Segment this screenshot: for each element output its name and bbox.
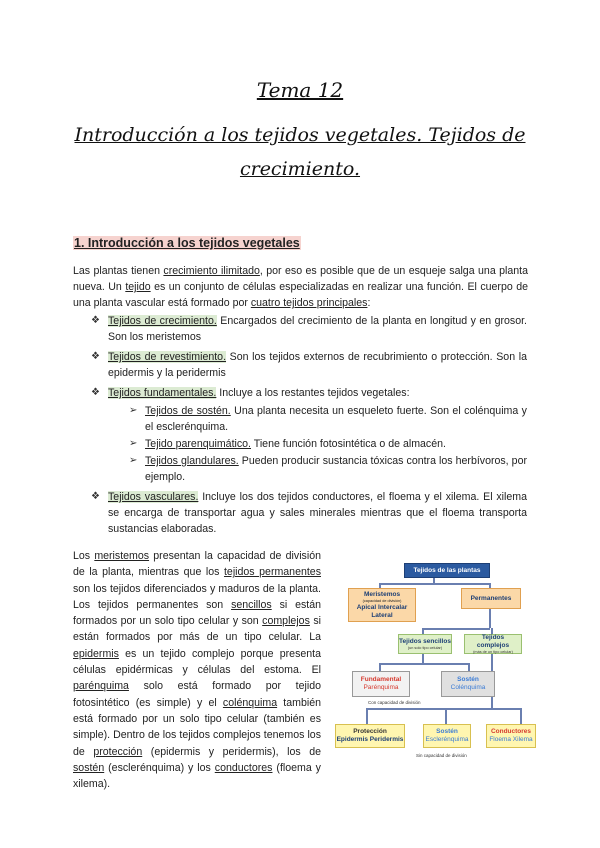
permanentes-node	[461, 588, 521, 609]
definition: Son los tejidos externos de recubrimiento o protección. Son la epidermis y la peridermis	[108, 351, 527, 379]
definition: Incluye a los restantes tejidos vegetales:	[216, 387, 410, 399]
connector	[379, 663, 381, 671]
node-sub: (más de un tipo celular)	[473, 649, 513, 654]
doc-title: Tema 12	[256, 78, 344, 102]
keyword: meristemos	[94, 550, 150, 562]
keyword: tejidos permanentes	[223, 566, 321, 579]
tissue-diagram	[334, 555, 534, 765]
list-item	[91, 385, 527, 401]
keyword: crecimiento ilimitado	[163, 265, 260, 277]
text-run: Las plantas tienen	[73, 265, 164, 277]
connector	[520, 708, 522, 724]
list-item	[91, 489, 527, 537]
text-run: , por eso es posible que de un esqueje salga una planta nueva. Un	[73, 265, 529, 293]
list-item	[91, 349, 527, 381]
subtitle-line-1: Introducción a los tejidos vegetales. Tejidos de	[74, 124, 526, 146]
diamond-bullet-icon: ❖	[91, 315, 100, 326]
caption: Sin capacidad de división	[416, 753, 467, 758]
term: Tejidos de crecimiento.	[108, 315, 217, 327]
subtitle-line-2: crecimiento.	[239, 158, 361, 180]
definition: Pueden producir sustancia tóxicas contra los herbívoros, por ejemplo.	[145, 455, 527, 483]
keyword: colénquima	[222, 696, 278, 709]
definition: Tiene función fotosintética o de almacén.	[251, 438, 446, 450]
connector	[445, 708, 447, 724]
node-label: Meristemos	[363, 590, 401, 598]
sencillos-node	[398, 634, 452, 654]
definition: Encargados del crecimiento de la planta en longitud y en grosor. Son los meristemos	[108, 315, 527, 343]
keyword: protección	[93, 745, 143, 758]
text-run: también está formado por un solo tipo celular (también es simple). Dentro de los tejidos complejos tenemos los de	[73, 696, 321, 758]
term: Tejidos fundamentales.	[108, 387, 217, 399]
keyword: cuatro tejidos principales	[250, 297, 368, 309]
proteccion-node	[335, 724, 405, 748]
term: Tejidos vasculares.	[108, 491, 199, 503]
keyword: complejos	[262, 615, 310, 628]
node-sub: (un solo tipo celular)	[407, 645, 443, 650]
connector	[379, 583, 489, 585]
node-label: Sostén	[436, 728, 458, 735]
node-sub: Epidermis Peridermis	[336, 736, 404, 743]
node-label: Fundamental	[360, 676, 402, 683]
conductores-node	[486, 724, 536, 748]
term: Tejido parenquimático.	[145, 438, 251, 450]
node-label: Protección	[353, 728, 387, 735]
term: Tejidos de revestimiento.	[108, 351, 227, 363]
text-run: :	[367, 297, 371, 309]
root-node	[404, 563, 490, 578]
connector	[422, 653, 424, 663]
keyword: tejido	[125, 281, 151, 293]
text-run: son los tejidos diferenciados y maduros de la planta. Los tejidos permanentes son	[73, 582, 321, 611]
node-sub: (capacidad de división)	[362, 598, 402, 603]
meristemos-paragraph	[73, 548, 321, 792]
diamond-bullet-icon: ❖	[91, 351, 100, 362]
text-run: solo está formado por tejido fotosintético (es simple) y el	[73, 680, 321, 709]
connector	[489, 608, 491, 628]
arrow-bullet-icon: ➢	[129, 455, 138, 466]
text-run: (epidermis y peridermis), los de	[142, 745, 321, 758]
connector	[366, 708, 520, 710]
term: Tejidos de sostén.	[145, 405, 231, 417]
doc-subtitle	[0, 118, 600, 186]
node-sub: Floema Xilema	[489, 736, 533, 743]
node-label: Sostén	[457, 676, 479, 683]
list-item	[91, 313, 527, 345]
node-label: Tejidos complejos	[476, 633, 510, 649]
sub-list-item	[129, 403, 527, 435]
keyword: sostén	[73, 761, 105, 774]
node-label: Permanentes	[470, 594, 512, 602]
sub-list-item	[129, 436, 527, 452]
text-run: presentan la capacidad de división de la planta, mientras que los	[73, 550, 321, 579]
definition: Incluye los dos tejidos conductores, el floema y el xilema. El xilema se encarga de transportar agua y sales minerales mientras que el floema transporta sustancias elaboradas.	[108, 491, 527, 535]
text-run: (floema y xilema).	[73, 761, 321, 791]
arrow-bullet-icon: ➢	[129, 405, 138, 416]
keyword: parénquima	[73, 680, 129, 693]
fundamental-node	[352, 671, 410, 697]
diamond-bullet-icon: ❖	[91, 491, 100, 502]
arrow-bullet-icon: ➢	[129, 438, 138, 449]
meristemos-node	[348, 588, 416, 622]
connector	[422, 628, 490, 630]
text-run: es un conjunto de células especializadas en realizar una función. El cuerpo de una planta vascular está formado por	[73, 281, 528, 309]
node-label: Tejidos sencillos	[399, 637, 451, 645]
keyword: epidermis	[73, 647, 119, 660]
sosten-node	[441, 671, 495, 697]
connector	[468, 663, 470, 671]
sub-list-item	[129, 453, 527, 485]
definition: Una planta necesita un esqueleto fuerte. Son el colénquima y el esclerénquima.	[145, 405, 527, 433]
complejos-node	[464, 634, 522, 654]
node-sub: Esclerénquima	[425, 736, 469, 743]
term: Tejidos glandulares.	[145, 455, 239, 467]
node-label: Conductores	[490, 728, 532, 735]
text-run: es un tejido complejo porque presenta células epidérmicas y células del estoma. El	[73, 647, 321, 677]
intro-paragraph	[73, 263, 528, 311]
node-sub: Colénquima	[450, 684, 486, 691]
connector	[379, 663, 469, 665]
sosten-node	[423, 724, 471, 748]
text-run: (esclerénquima) y los	[104, 761, 215, 774]
node-sub: Parénquima	[363, 684, 399, 691]
text-run: Los	[73, 550, 95, 562]
text-run: si están formados por un solo tipo celular y son	[73, 598, 321, 628]
keyword: conductores	[214, 761, 273, 774]
diamond-bullet-icon: ❖	[91, 387, 100, 398]
text-run: si están formados por más de un tipo celular. La	[73, 615, 322, 644]
connector	[366, 708, 368, 724]
node-label: Tejidos de las plantas	[413, 566, 481, 574]
node-types: Apical Intercalar Lateral	[356, 603, 408, 619]
keyword: sencillos	[231, 598, 272, 611]
caption: Con capacidad de división	[368, 700, 421, 705]
section-heading: 1. Introducción a los tejidos vegetales	[74, 236, 300, 250]
